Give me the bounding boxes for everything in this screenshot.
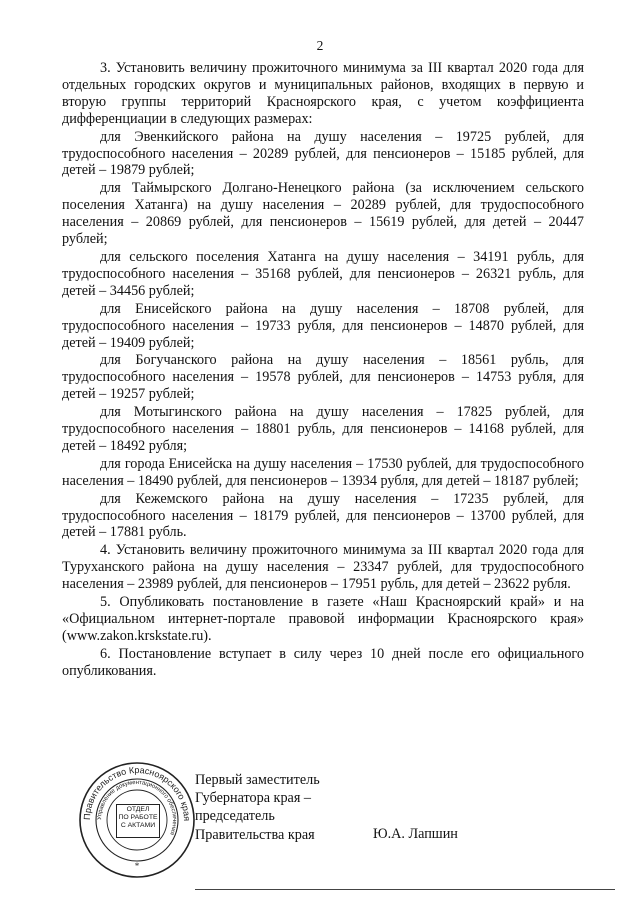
signature-block [0,771,640,881]
signatory-title-line: Правительства края [195,826,315,843]
footer-divider [195,889,615,890]
signatory-title [195,771,320,844]
signatory-title-line: председатель [195,808,275,825]
paragraph-4: 4. Установить величину прожиточного минимума за III квартал 2020 года для Туруханского района на душу населения – 23347 рублей, для трудоспособного населения – 23989 рублей, для пенсионеров – 17951 рубль, для детей – 23622 рубля. [62,542,584,593]
paragraph-boguchany: для Богучанского района на душу населения – 18561 рубль, для трудоспособного населения – 19578 рублей, для пенсионеров – 14753 рубля, для детей – 19257 рублей; [62,352,584,403]
paragraph-3: 3. Установить величину прожиточного минимума за III квартал 2020 года для отдельных городских округов и муниципальных районов, входящих в первую и вторую группы территорий Красноярского края, с учетом коэффициента дифференциации в следующих размерах: [62,60,584,127]
paragraph-khatanga: для сельского поселения Хатанга на душу населения – 34191 рубль, для трудоспособного населения – 35168 рублей, для пенсионеров – 26321 рубль, для детей – 34456 рублей; [62,248,584,299]
stamp-outer-text: Правительство Красноярского края [81,764,193,822]
paragraph-yeniseisky: для Енисейского района на душу населения – 18708 рублей, для трудоспособного населения – 19733 рубля, для пенсионеров – 14870 рублей, для детей – 19409 рублей; [62,300,584,351]
paragraph-taimyr: для Таймырского Долгано-Ненецкого района (за исключением сельского поселения Хатанга) на душу населения – 20289 рублей, для трудоспособного населения – 20869 рублей, для пенсионеров – 15619 рублей, для детей – 20447 рублей; [62,180,584,248]
page-number: 2 [316,38,324,53]
stamp-box-line: ОТДЕЛ [126,806,150,813]
stamp-box-line: ПО РАБОТЕ [118,814,158,821]
paragraph-5: 5. Опубликовать постановление в газете «Наш Красноярский край» и на «Официальном интернет-портале правовой информации Красноярского края» (www.zakon.krskstate.ru). [62,594,584,644]
paragraph-6: 6. Постановление вступает в силу через 10 дней после его официального опубликования. [62,645,584,679]
signatory-title-line: Первый заместитель [195,772,320,788]
paragraph-kezhma: для Кежемского района на душу населения – 17235 рублей, для трудоспособного населения – 18179 рублей, для пенсионеров – 13700 рублей, для детей – 17881 рубль. [62,490,584,541]
signatory-name: Ю.А. Лапшин [373,826,458,842]
document-body [62,60,584,680]
paragraph-yeniseisk-city: для города Енисейска на душу населения – 17530 рублей, для трудоспособного населения – 18490 рублей, для пенсионеров – 13934 рубля, для детей – 18187 рублей; [62,455,584,489]
paragraph-motygino: для Мотыгинского района на душу населения – 17825 рублей, для трудоспособного населения – 18801 рубль, для пенсионеров – 14168 рублей, для детей – 18492 рубля; [62,404,584,454]
stamp-inner-text: Управление документационного обеспечения [96,779,178,836]
paragraph-evenki: для Эвенкийского района на душу населения – 19725 рублей, для трудоспособного населения – 20289 рублей, для пенсионеров – 15185 рублей, для детей – 19879 рублей; [62,128,584,179]
svg-text:*: * [134,861,140,871]
signatory-title-line: Губернатора края – [195,790,312,807]
stamp-box-line: С АКТАМИ [120,822,156,829]
